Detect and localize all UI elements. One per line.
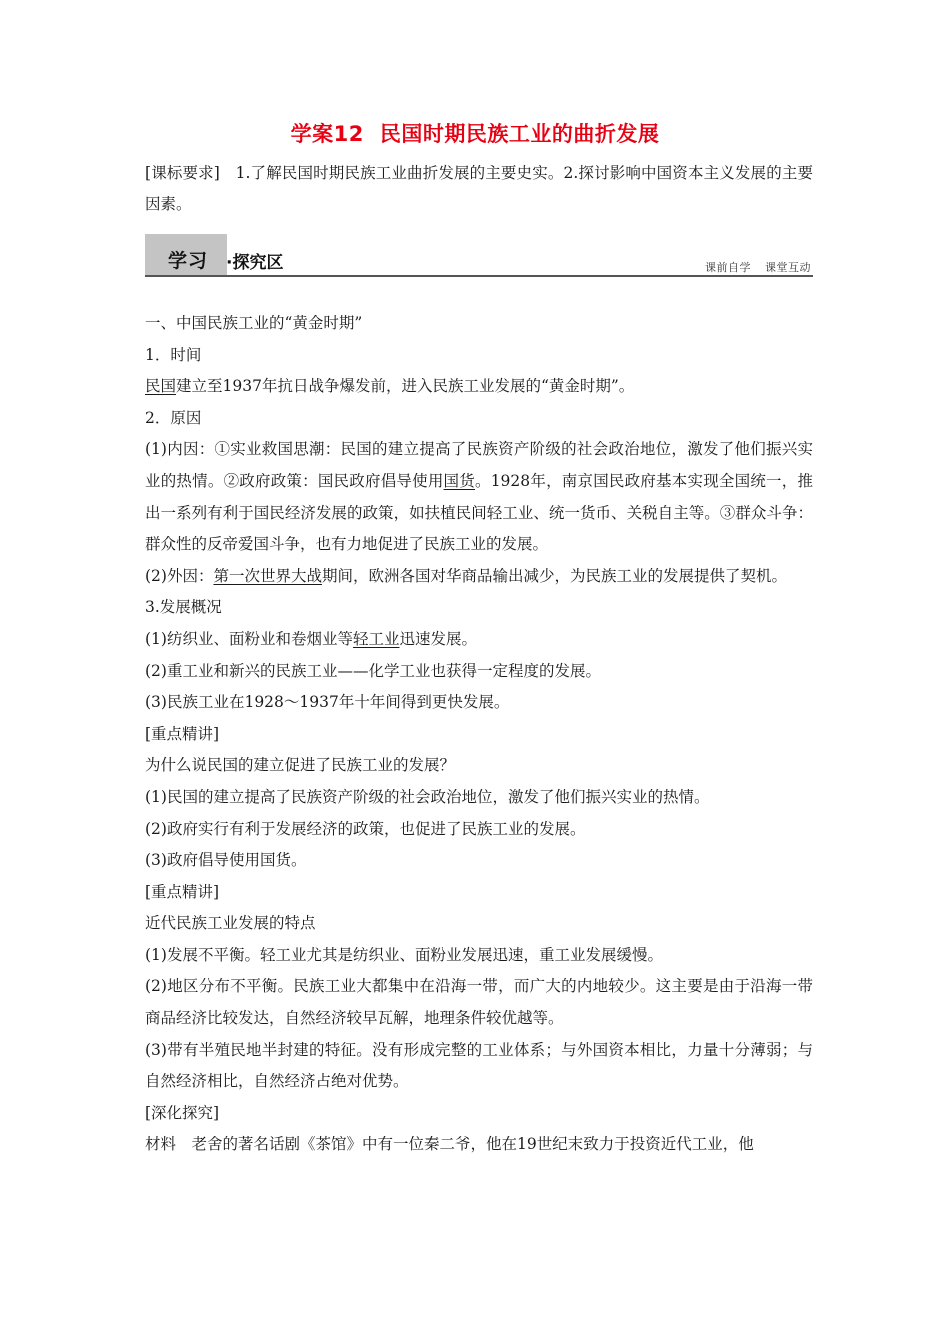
curriculum-requirement: [课标要求] 1.了解民国时期民族工业曲折发展的主要史实。2.探讨影响中国资本主义发展的主要因素。 [145,164,813,213]
focus-tag: [重点精讲] [145,724,220,743]
subheading-time: 1．时间 [145,345,202,364]
lesson-title: 民国时期民族工业的曲折发展 [379,122,660,146]
paragraph-internal-reasons [145,434,813,560]
focus-item: (3)带有半殖民地半封建的特征。没有形成完整的工业体系；与外国资本相比，力量十分薄弱；与自然经济相比，自然经济占绝对优势。 [145,1040,813,1091]
banner-right-2: 课堂互动 [765,261,811,274]
subheading-overview: 3.发展概况 [145,598,222,617]
section-heading: 一、中国民族工业的“黄金时期” [145,314,363,332]
focus-item: (3)政府倡导使用国货。 [145,851,307,870]
focus-tag: [重点精讲] [145,882,220,901]
banner-right-1: 课前自学 [705,261,751,274]
paragraph-text: 期间，欧洲各国对华商品输出减少，为民族工业的发展提供了契机。 [321,566,787,585]
overview-item-1 [145,624,813,656]
underlined-term: 国货 [443,471,475,490]
paragraph-external-reasons [145,561,813,593]
banner-main-label: 学习 [168,250,209,272]
focus-item: (2)地区分布不平衡。民族工业大都集中在沿海一带，而广大的内地较少。这主要是由于沿海一带商品经济比较发达，自然经济较早瓦解，地理条件较优越等。 [145,977,813,1028]
banner-right-labels [705,259,811,275]
underlined-term: 民国 [145,377,177,396]
overview-item-2: (2)重工业和新兴的民族工业——化学工业也获得一定程度的发展。 [145,661,601,680]
focus-question: 为什么说民国的建立促进了民族工业的发展？ [145,756,456,775]
subheading-reasons: 2．原因 [145,408,202,427]
focus-item: (2)政府实行有利于发展经济的政策，也促进了民族工业的发展。 [145,819,586,838]
focus-item: (1)发展不平衡。轻工业尤其是纺织业、面粉业发展迅速，重工业发展缓慢。 [145,945,663,964]
paragraph-text: 迅速发展。 [399,629,477,648]
overview-item-3: (3)民族工业在1928～1937年十年间得到更快发展。 [145,693,510,712]
deep-inquiry-tag: [深化探究] [145,1103,220,1122]
banner-sub-label: ·探究区 [226,253,284,273]
paragraph-text: 。1928年，南京国民政府基本实现全国统一，推出一系列有利于国民经济发展的政策，如扶植民间轻工业、统一货币、关税自主等。③群众斗争：群众性的反帝爱国斗争，也有力地促进了民族工业的发展。 [145,471,813,554]
paragraph-text: (1)纺织业、面粉业和卷烟业等 [145,629,353,648]
focus-question: 近代民族工业发展的特点 [145,914,316,933]
underlined-term: 第一次世界大战 [213,566,322,585]
banner-rule [145,275,813,277]
main-content [145,308,813,1161]
lesson-number: 学案12 [290,122,364,146]
page-title [0,118,950,148]
paragraph-text: 建立至1937年抗日战争爆发前，进入民族工业发展的“黄金时期”。 [176,377,635,396]
material-paragraph: 材料 老舍的著名话剧《茶馆》中有一位秦二爷，他在19世纪末致力于投资近代工业，他 [145,1135,754,1154]
paragraph-time [145,371,813,403]
underlined-term: 轻工业 [352,629,400,648]
paragraph-text: (2)外因： [145,566,214,585]
focus-item: (1)民国的建立提高了民族资产阶级的社会政治地位，激发了他们振兴实业的热情。 [145,787,710,806]
paragraph-text: (1)内因：①实业救国思潮：民国的建立提高了民族资产阶级的社会政治地位，激发了他们振兴实业的热情。②政府政策：国民政府倡导使用 [145,440,813,490]
section-banner [145,234,813,277]
